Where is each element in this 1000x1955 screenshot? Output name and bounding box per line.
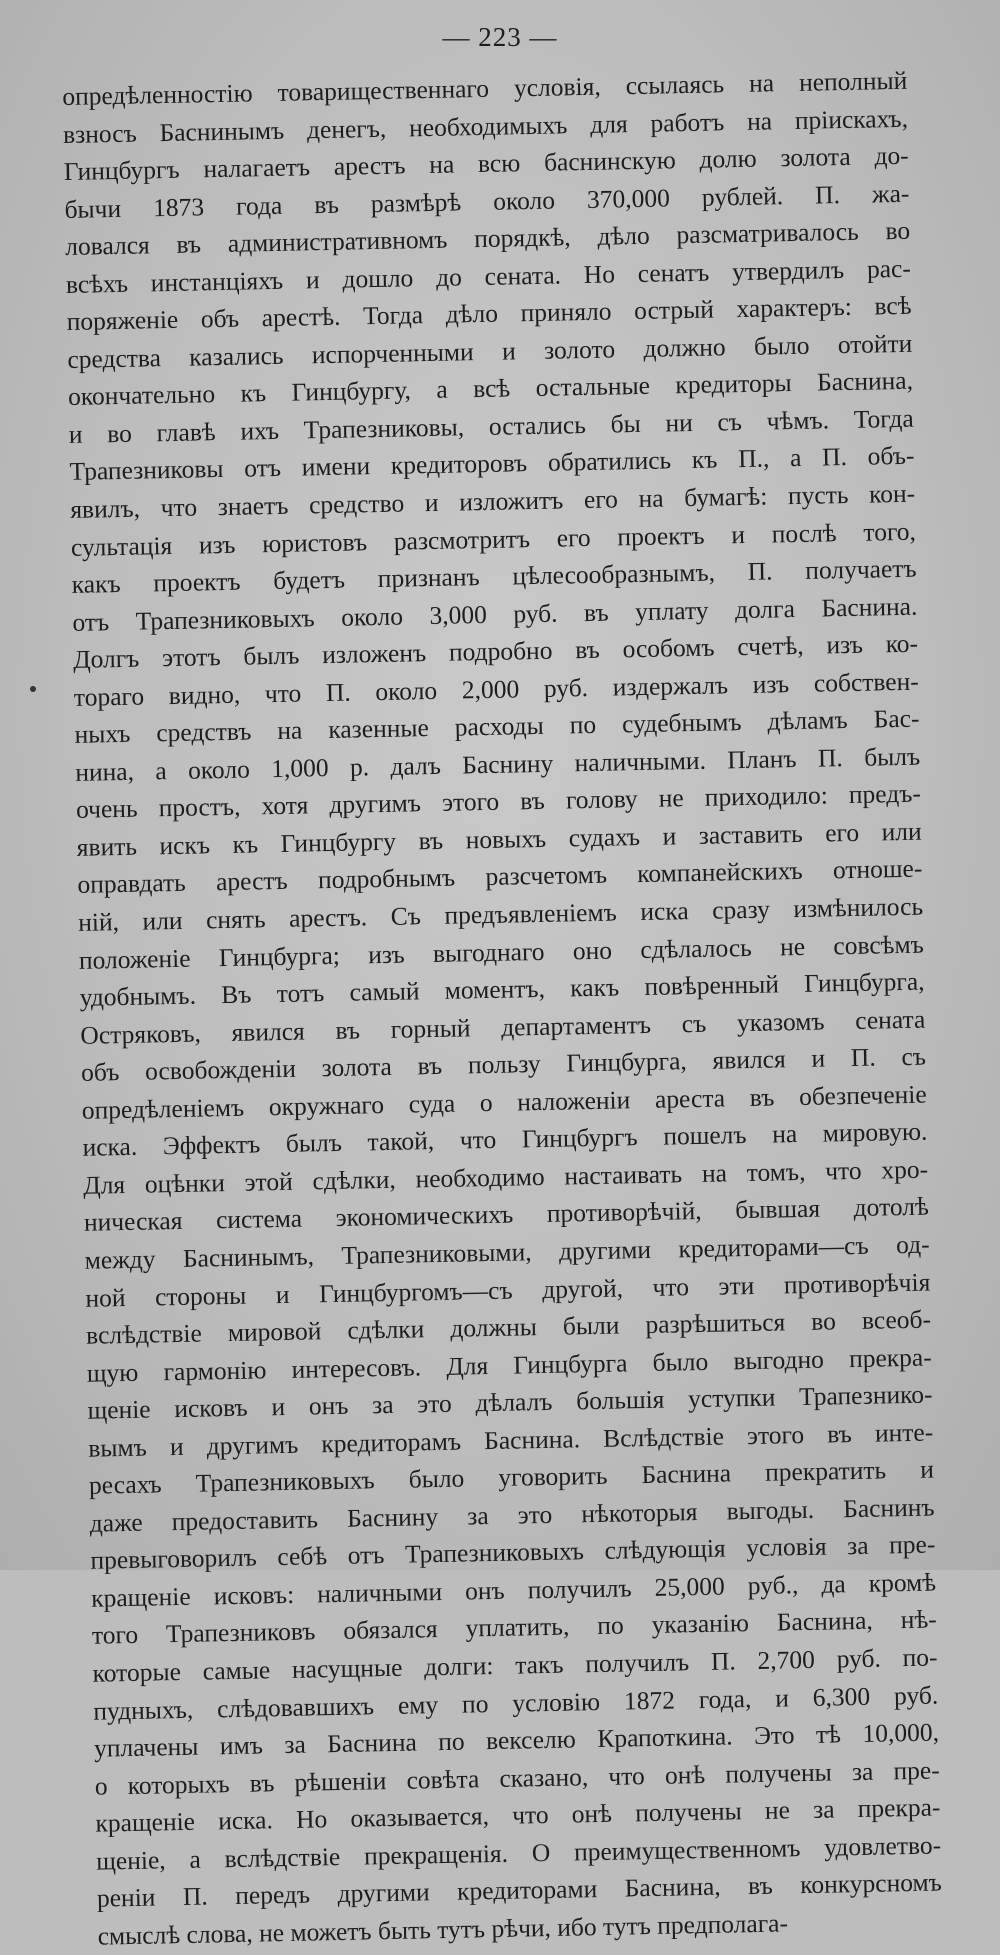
text-line: всѣхъ инстанціяхъ и дошло до сената. Но сенатъ утвердилъ рас- <box>65 253 912 299</box>
text-line: отъ Трапезниковыхъ около 3,000 руб. въ уплату долга Баснина. <box>72 591 918 637</box>
text-line: уплачены имъ за Баснина по векселю Крапоткина. Это тѣ 10,000, <box>93 1717 940 1763</box>
text-line: того Трапезниковъ обязался уплатить, по указанію Баснина, нѣ- <box>91 1604 938 1651</box>
text-line: бычи 1873 года въ размѣрѣ около 370,000 рублей. П. жа- <box>64 178 910 224</box>
text-line: смыслѣ слова, не можетъ быть тутъ рѣчи, ибо тутъ предполага- <box>97 1908 789 1951</box>
text-line: ловался въ административномъ порядкѣ, дѣло разсматривалось во <box>64 215 911 262</box>
text-line: очень простъ, хотя другимъ этого въ голову не приходило: предъ- <box>75 779 922 825</box>
text-line: о которыхъ въ рѣшеніи совѣта сказано, что онѣ получены за пре- <box>94 1755 940 1801</box>
body-text <box>62 62 943 1955</box>
text-line: средства казались испорченными и золото должно было отойти <box>67 328 913 374</box>
text-line: которые самые насущные долги: такъ получилъ П. 2,700 руб. по- <box>92 1642 938 1688</box>
text-line: какъ проектъ будетъ признанъ цѣлесообразнымъ, П. получаетъ <box>71 553 917 600</box>
text-line: оправдать арестъ подробнымъ разсчетомъ компанейскихъ отноше- <box>77 854 923 900</box>
text-line: сультація изъ юристовъ разсмотритъ его проектъ и послѣ того, <box>70 516 917 562</box>
text-line: Гинцбургъ налагаетъ арестъ на всю баснинскую долю золота до- <box>63 140 909 187</box>
text-line: положеніе Гинцбурга; изъ выгоднаго оно сдѣлалось не совсѣмъ <box>78 929 925 975</box>
text-line: поряженіе объ арестѣ. Тогда дѣло приняло острый характеръ: всѣ <box>66 291 912 337</box>
text-line: тораго видно, что П. около 2,000 руб. издержалъ изъ собствен- <box>73 666 920 712</box>
text-line: ной стороны и Гинцбургомъ—съ другой, что эти противорѣчія <box>85 1267 931 1313</box>
text-line: Долгъ этотъ былъ изложенъ подробно въ особомъ счетѣ, изъ ко- <box>72 628 919 675</box>
text-line: ныхъ средствъ на казенные расходы по судебнымъ дѣламъ Бас- <box>74 703 920 750</box>
text-line: ническая система экономическихъ противорѣчій, бывшая дотолѣ <box>83 1191 930 1238</box>
text-line: кращеніе иска. Но оказывается, что онѣ получены не за прекра- <box>95 1792 941 1838</box>
text-line: кращеніе исковъ: наличными онъ получилъ 25,000 руб., да кромѣ <box>90 1567 937 1613</box>
text-line: превыговорилъ себѣ отъ Трапезниковыхъ слѣдующія условія за пре- <box>90 1529 936 1576</box>
text-line: иска. Эффектъ былъ такой, что Гинцбургъ пошелъ на мировую. <box>82 1116 928 1163</box>
text-line: нина, а около 1,000 р. далъ Баснину наличными. Планъ П. былъ <box>75 741 921 787</box>
text-line: вслѣдствіе мировой сдѣлки должны были разрѣшиться во всеоб- <box>85 1304 932 1350</box>
text-line: ресахъ Трапезниковыхъ было уговорить Баснина прекратить и <box>88 1454 935 1500</box>
text-line: вымъ и другимъ кредиторамъ Баснина. Вслѣдствіе этого въ инте- <box>88 1417 934 1463</box>
text-line: Остряковъ, явился въ горный департаментъ съ указомъ сената <box>80 1004 926 1050</box>
text-line: окончательно къ Гинцбургу, а всѣ остальные кредиторы Баснина, <box>67 366 914 412</box>
text-line: Для оцѣнки этой сдѣлки, необходимо настаивать на томъ, что хро- <box>82 1154 929 1200</box>
text-line: реніи П. передъ другими кредиторами Баснина, въ конкурсномъ <box>96 1867 943 1913</box>
text-line: явилъ, что знаетъ средство и изложитъ его на бумагѣ: пусть кон- <box>70 478 916 524</box>
text-line: ній, или снять арестъ. Съ предъявленіемъ иска сразу измѣнилось <box>77 891 924 937</box>
text-line: опредѣленіемъ окружнаго суда о наложеніи ареста въ обезпеченіе <box>81 1079 927 1125</box>
text-line: опредѣленностію товарищественнаго условія, ссылаясь на неполный <box>62 65 908 111</box>
text-line: удобнымъ. Въ тотъ самый моментъ, какъ повѣренный Гинцбурга, <box>79 966 925 1012</box>
text-line: Трапезниковы отъ имени кредиторовъ обратились къ П., а П. объ- <box>69 441 915 487</box>
text-line: щеніе, а вслѣдствіе прекращенія. О преимущественномъ удовлетво- <box>95 1830 942 1876</box>
text-line: объ освобожденіи золота въ пользу Гинцбурга, явился и П. съ <box>80 1041 927 1088</box>
text-line: щую гармонію интересовъ. Для Гинцбурга было выгодно прекра- <box>86 1342 932 1388</box>
text-line: пудныхъ, слѣдовавшихъ ему по условію 1872 года, и 6,300 руб. <box>93 1679 939 1726</box>
text-line: между Баснинымъ, Трапезниковыми, другими кредиторами—съ од- <box>84 1229 930 1275</box>
text-line: щеніе исковъ и онъ за это дѣлалъ большія уступки Трапезнико- <box>87 1379 933 1425</box>
text-line: взносъ Баснинымъ денегъ, необходимыхъ для работъ на пріискахъ, <box>62 103 909 149</box>
text-line: и во главѣ ихъ Трапезниковы, остались бы ни съ чѣмъ. Тогда <box>68 403 914 449</box>
text-line: даже предоставить Баснину за это нѣкоторыя выгоды. Баснинъ <box>89 1492 935 1538</box>
text-line: явить искъ къ Гинцбургу въ новыхъ судахъ и заставить его или <box>76 816 922 862</box>
page-number: — 223 — <box>442 22 558 52</box>
print-spot <box>30 686 36 692</box>
